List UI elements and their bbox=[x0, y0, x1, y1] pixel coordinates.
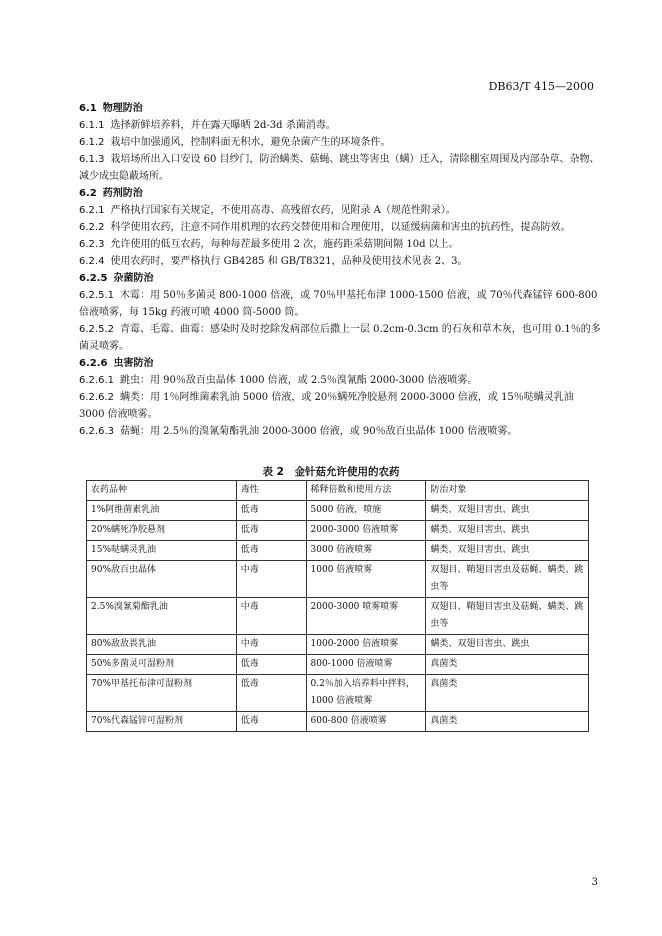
table-cell: 低毒 bbox=[236, 541, 306, 561]
clause-number: 6.1.3 bbox=[79, 154, 105, 165]
table-cell: 低毒 bbox=[236, 501, 306, 521]
table-cell: 1000 倍液喷雾 bbox=[306, 561, 426, 598]
table-cell: 双翅目、鞘翅目害虫及菇蝇、螨类、跳虫等 bbox=[426, 598, 589, 635]
table-cell: 80%敌敌畏乳油 bbox=[87, 635, 237, 655]
clause-text: 使用农药时，要严格执行 GB4285 和 GB/T8321，品种及使用技术见表 2、3。 bbox=[110, 256, 468, 267]
table-cell: 3000 倍液喷雾 bbox=[306, 541, 426, 561]
table-cell: 70%代森锰锌可湿粉剂 bbox=[87, 712, 237, 732]
clause-number: 6.2.6.1 bbox=[79, 375, 114, 386]
page-number: 3 bbox=[591, 877, 598, 888]
paragraph bbox=[79, 287, 601, 321]
paragraph bbox=[79, 423, 601, 440]
table-cell: 2000-3000 喷雾喷雾 bbox=[306, 598, 426, 635]
table-cell: 螨类、双翅目害虫、跳虫 bbox=[426, 521, 589, 541]
body-text bbox=[79, 100, 601, 440]
clause-text: 药剂防治 bbox=[102, 188, 143, 199]
table-cell: 螨类、双翅目害虫、跳虫 bbox=[426, 541, 589, 561]
table-cell: 70%甲基托布津可湿粉剂 bbox=[87, 675, 237, 712]
table-cell: 20%螨死净胶悬剂 bbox=[87, 521, 237, 541]
table-header-cell: 防治对象 bbox=[426, 481, 589, 501]
clause-text: 允许使用的低互农药，每种每茬最多使用 2 次，施药距采菇期间隔 10d 以上。 bbox=[110, 239, 459, 250]
clause-text: 菇蝇：用 2.5％的溴氰菊酯乳油 2000-3000 倍液，或 90％敌百虫晶体 1000 倍液喷雾。 bbox=[120, 426, 518, 437]
table-cell: 0.2％加入培养料中拌料，1000 倍液喷雾 bbox=[306, 675, 426, 712]
clause-text: 木霉：用 50％多菌灵 800-1000 倍液，或 70％甲基托布津 1000-1500 倍液，或 70％代森锰锌 600-800 倍液喷雾，每 15kg 药液可喷 4000 筒-5000 筒。 bbox=[79, 290, 598, 318]
clause-text: 栽培场所出入口安设 60 目纱门，防治螨类、菇蝇、跳虫等害虫（螨）迁入，清除棚室周围及内部杂草、杂物、减少成虫隐蔽场所。 bbox=[79, 154, 600, 182]
clause-text: 选择新鲜培养料，并在露天曝晒 2d-3d 杀菌消毒。 bbox=[110, 120, 336, 131]
section-heading bbox=[79, 270, 601, 287]
table-row bbox=[87, 561, 589, 598]
paragraph bbox=[79, 236, 601, 253]
section-heading bbox=[79, 185, 601, 202]
table-row bbox=[87, 501, 589, 521]
clause-text: 青霉、毛霉、曲霉：感染时及时挖除发病部位后撒上一层 0.2cm-0.3cm 的石灰和草木灰，也可用 0.1％的多菌灵喷雾。 bbox=[79, 324, 601, 352]
clause-text: 螨类：用 1％阿维菌素乳油 5000 倍液，或 20％螨死净胶悬剂 2000-3000 倍液，或 15％哒螨灵乳油 3000 倍液喷雾。 bbox=[79, 392, 574, 420]
table-cell: 低毒 bbox=[236, 521, 306, 541]
clause-number: 6.2.6.2 bbox=[79, 392, 114, 403]
paragraph bbox=[79, 202, 601, 219]
clause-number: 6.2.1 bbox=[79, 205, 105, 216]
paragraph bbox=[79, 372, 601, 389]
clause-number: 6.1 bbox=[79, 103, 97, 114]
paragraph bbox=[79, 117, 601, 134]
table-cell: 中毒 bbox=[236, 635, 306, 655]
table-cell: 15%哒螨灵乳油 bbox=[87, 541, 237, 561]
table-cell: 800-1000 倍液喷雾 bbox=[306, 655, 426, 675]
document-header: DB63/T 415—2000 bbox=[488, 80, 594, 93]
table-cell: 真菌类 bbox=[426, 655, 589, 675]
clause-number: 6.2.5.1 bbox=[79, 290, 114, 301]
clause-number: 6.1.1 bbox=[79, 120, 105, 131]
table-row bbox=[87, 521, 589, 541]
clause-text: 虫害防治 bbox=[113, 358, 154, 369]
paragraph bbox=[79, 151, 601, 185]
table-row bbox=[87, 712, 589, 732]
paragraph bbox=[79, 219, 601, 236]
table-cell: 螨类、双翅目害虫、跳虫 bbox=[426, 501, 589, 521]
table-row bbox=[87, 635, 589, 655]
table-cell: 600-800 倍液喷雾 bbox=[306, 712, 426, 732]
paragraph bbox=[79, 134, 601, 151]
clause-text: 科学使用农药，注意不同作用机理的农药交替使用和合理使用，以延缓病菌和害虫的抗药性，提高防效。 bbox=[110, 222, 571, 233]
clause-number: 6.2.6.3 bbox=[79, 426, 114, 437]
table-cell: 低毒 bbox=[236, 655, 306, 675]
table-cell: 5000 倍液，喷施 bbox=[306, 501, 426, 521]
table-cell: 50%多菌灵可湿粉剂 bbox=[87, 655, 237, 675]
table-cell: 中毒 bbox=[236, 561, 306, 598]
clause-number: 6.2.6 bbox=[79, 358, 108, 369]
table-header-cell: 毒性 bbox=[236, 481, 306, 501]
table-cell: 低毒 bbox=[236, 712, 306, 732]
table-caption: 表 2 金针菇允许使用的农药 bbox=[262, 466, 400, 478]
table-cell: 真菌类 bbox=[426, 712, 589, 732]
clause-number: 6.2.5.2 bbox=[79, 324, 114, 335]
clause-number: 6.2.5 bbox=[79, 273, 108, 284]
table-cell: 低毒 bbox=[236, 675, 306, 712]
table-cell: 2.5%溴氰菊酯乳油 bbox=[87, 598, 237, 635]
table-cell: 真菌类 bbox=[426, 675, 589, 712]
table-row bbox=[87, 655, 589, 675]
table-cell: 中毒 bbox=[236, 598, 306, 635]
clause-text: 严格执行国家有关规定，不使用高毒、高残留农药，见附录 A（规范性附录）。 bbox=[110, 205, 456, 216]
table-cell: 1000-2000 倍液喷雾 bbox=[306, 635, 426, 655]
pesticide-table bbox=[86, 480, 589, 732]
section-heading bbox=[79, 100, 601, 117]
section-heading bbox=[79, 355, 601, 372]
table-cell: 双翅目、鞘翅目害虫及菇蝇、螨类、跳虫等 bbox=[426, 561, 589, 598]
clause-number: 6.2.4 bbox=[79, 256, 105, 267]
clause-text: 杂菌防治 bbox=[113, 273, 154, 284]
table-cell: 1%阿维菌素乳油 bbox=[87, 501, 237, 521]
clause-number: 6.2.2 bbox=[79, 222, 105, 233]
table-header-cell: 稀释倍数和使用方法 bbox=[306, 481, 426, 501]
clause-number: 6.2 bbox=[79, 188, 97, 199]
clause-text: 跳虫：用 90％敌百虫晶体 1000 倍液，或 2.5％溴氰酯 2000-3000 倍液喷雾。 bbox=[120, 375, 478, 386]
clause-number: 6.1.2 bbox=[79, 137, 105, 148]
table-header-cell: 农药品种 bbox=[87, 481, 237, 501]
table-cell: 螨类、双翅目害虫、跳虫 bbox=[426, 635, 589, 655]
table-row bbox=[87, 598, 589, 635]
clause-text: 物理防治 bbox=[102, 103, 143, 114]
paragraph bbox=[79, 389, 601, 423]
paragraph bbox=[79, 321, 601, 355]
table-cell: 2000-3000 倍液喷雾 bbox=[306, 521, 426, 541]
clause-number: 6.2.3 bbox=[79, 239, 105, 250]
table-row bbox=[87, 675, 589, 712]
paragraph bbox=[79, 253, 601, 270]
table-row bbox=[87, 541, 589, 561]
table-cell: 90%敌百虫晶体 bbox=[87, 561, 237, 598]
clause-text: 栽培中加强通风，控制料面无积水，避免杂菌产生的环境条件。 bbox=[110, 137, 391, 148]
